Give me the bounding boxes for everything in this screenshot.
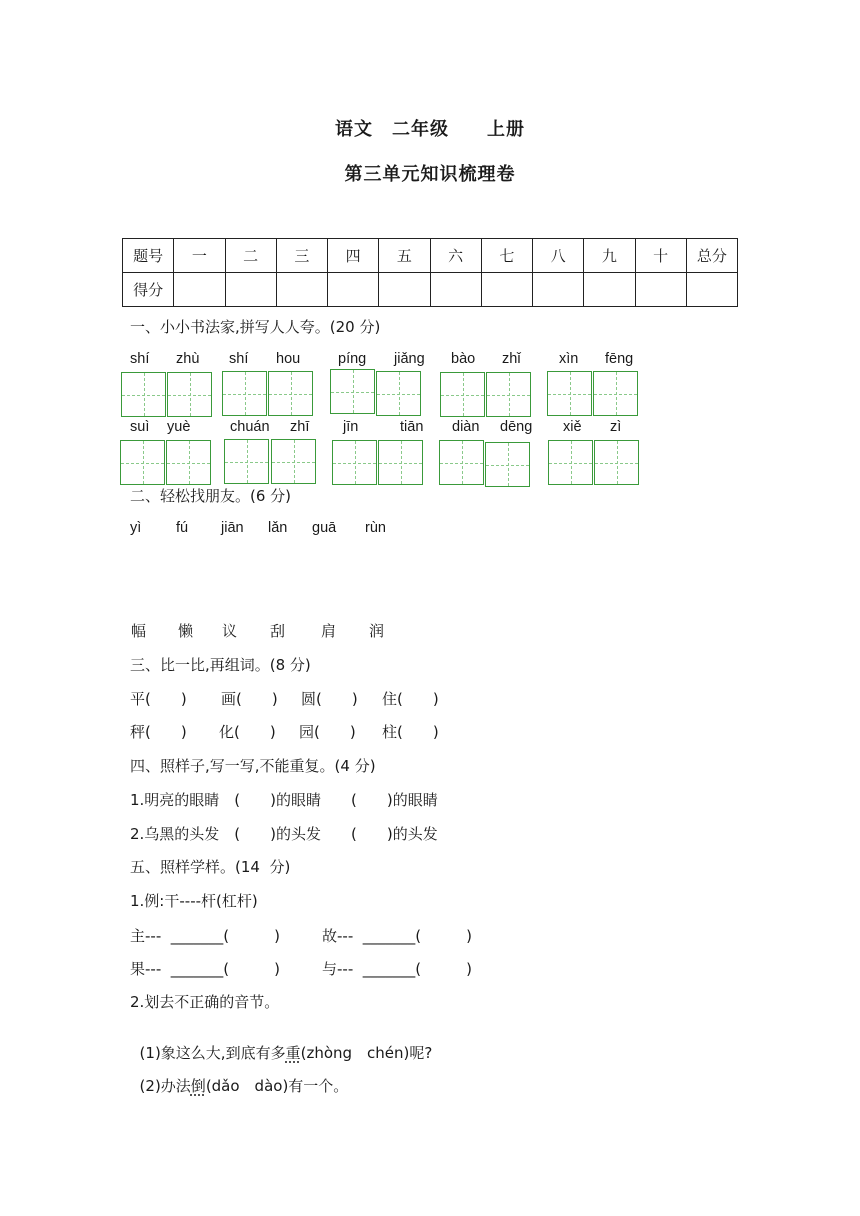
writing-grid[interactable]: [548, 440, 593, 485]
pinyin-label: xìn: [559, 351, 579, 367]
compare-item[interactable]: 圆( ): [301, 690, 358, 708]
pinyin-label: zhù: [176, 351, 200, 367]
writing-grid[interactable]: [268, 371, 313, 416]
score-input-cell[interactable]: [174, 273, 225, 307]
match-pinyin[interactable]: guā: [312, 520, 337, 536]
writing-grid[interactable]: [166, 440, 211, 485]
score-input-cell[interactable]: [430, 273, 481, 307]
pinyin-label: zhǐ: [502, 351, 521, 367]
score-input-cell[interactable]: [276, 273, 327, 307]
match-char[interactable]: 幅: [131, 622, 147, 640]
pinyin-label: zì: [610, 419, 622, 435]
score-input-cell[interactable]: [635, 273, 686, 307]
writing-grid[interactable]: [440, 372, 485, 417]
match-pinyin[interactable]: jiān: [221, 520, 244, 536]
score-input-cell[interactable]: [584, 273, 635, 307]
match-pinyin[interactable]: yì: [130, 520, 142, 536]
question-options[interactable]: (dǎo dào)有一个。: [205, 1077, 349, 1095]
pinyin-label: xiě: [563, 419, 582, 435]
score-input-cell[interactable]: [225, 273, 276, 307]
question-text: (2)办法: [139, 1077, 191, 1095]
writing-grid[interactable]: [378, 440, 423, 485]
writing-grid[interactable]: [120, 440, 165, 485]
score-input-cell[interactable]: [328, 273, 379, 307]
writing-grid[interactable]: [593, 371, 638, 416]
score-cell: 八: [533, 239, 584, 273]
writing-grid[interactable]: [376, 371, 421, 416]
score-cell: 一: [174, 239, 225, 273]
pinyin-label: suì: [130, 419, 150, 435]
score-input-cell[interactable]: [481, 273, 532, 307]
compare-item[interactable]: 画( ): [221, 690, 278, 708]
section1-heading: 一、小小书法家,拼写人人夸。(20 分): [130, 318, 381, 336]
imitate-line[interactable]: 2.乌黑的头发 ( )的头发 ( )的头发: [130, 825, 438, 843]
pinyin-label: zhī: [290, 419, 310, 435]
match-char[interactable]: 懒: [178, 622, 194, 640]
fill-item[interactable]: 果--- _______( ): [130, 960, 280, 978]
writing-grid[interactable]: [439, 440, 484, 485]
sub-question-2: 2.划去不正确的音节。: [130, 993, 280, 1011]
pinyin-label: jīn: [343, 419, 359, 435]
writing-grid[interactable]: [486, 372, 531, 417]
score-table: [122, 238, 738, 307]
compare-item[interactable]: 秤( ): [130, 723, 187, 741]
writing-grid[interactable]: [121, 372, 166, 417]
fill-item[interactable]: 与--- _______( ): [322, 960, 472, 978]
writing-grid[interactable]: [485, 442, 530, 487]
match-char[interactable]: 肩: [321, 622, 337, 640]
page-subtitle: 第三单元知识梳理卷: [344, 164, 516, 185]
score-cell: 五: [379, 239, 430, 273]
score-input-cell[interactable]: [379, 273, 430, 307]
score-table-score-row: [123, 273, 738, 307]
match-pinyin[interactable]: lǎn: [268, 520, 288, 536]
pinyin-label: diàn: [452, 419, 480, 435]
compare-item[interactable]: 平( ): [130, 690, 187, 708]
score-table-header-row: [123, 239, 738, 273]
score-cell: 题号: [123, 239, 174, 273]
score-input-cell[interactable]: [533, 273, 584, 307]
fill-item[interactable]: 主--- _______( ): [130, 927, 280, 945]
pronunciation-question-2[interactable]: [130, 1057, 348, 1096]
writing-grid[interactable]: [222, 371, 267, 416]
writing-grid[interactable]: [224, 439, 269, 484]
section2-heading: 二、轻松找朋友。(6 分): [130, 487, 292, 505]
compare-item[interactable]: 化( ): [219, 723, 276, 741]
dotted-char: 倒: [190, 1077, 206, 1095]
writing-grid[interactable]: [167, 372, 212, 417]
section3-heading: 三、比一比,再组词。(8 分): [130, 656, 311, 674]
question-text: (1)象这么大,到底有多: [139, 1044, 286, 1062]
score-cell: 十: [635, 239, 686, 273]
dotted-char: 重: [285, 1044, 301, 1062]
match-pinyin[interactable]: rùn: [365, 520, 386, 536]
writing-grid[interactable]: [330, 369, 375, 414]
pinyin-label: píng: [338, 351, 367, 367]
match-char[interactable]: 刮: [270, 622, 286, 640]
fill-item[interactable]: 故--- _______( ): [322, 927, 472, 945]
score-cell: 七: [481, 239, 532, 273]
score-input-cell[interactable]: [686, 273, 737, 307]
score-cell: 总分: [686, 239, 737, 273]
question-options[interactable]: (zhòng chén)呢?: [300, 1044, 433, 1062]
match-char[interactable]: 润: [369, 622, 385, 640]
pinyin-label: dēng: [500, 419, 533, 435]
writing-grid[interactable]: [547, 371, 592, 416]
writing-grid[interactable]: [594, 440, 639, 485]
score-cell: 六: [430, 239, 481, 273]
score-cell: 九: [584, 239, 635, 273]
compare-item[interactable]: 柱( ): [382, 723, 439, 741]
pinyin-label: hou: [276, 351, 301, 367]
example-line: 1.例:干----杆(杠杆): [130, 892, 258, 910]
score-cell: 四: [328, 239, 379, 273]
section5-heading: 五、照样学样。(14 分): [130, 858, 291, 876]
pinyin-label: shí: [229, 351, 249, 367]
section4-heading: 四、照样子,写一写,不能重复。(4 分): [130, 757, 376, 775]
pinyin-label: chuán: [230, 419, 270, 435]
match-pinyin[interactable]: fú: [176, 520, 189, 536]
pinyin-label: yuè: [167, 419, 191, 435]
writing-grid[interactable]: [271, 439, 316, 484]
pinyin-label: bào: [451, 351, 476, 367]
match-char[interactable]: 议: [222, 622, 238, 640]
pinyin-label: shí: [130, 351, 150, 367]
imitate-line[interactable]: 1.明亮的眼睛 ( )的眼睛 ( )的眼睛: [130, 791, 438, 809]
score-row-label: 得分: [123, 273, 174, 307]
page-title: 语文 二年级 上册: [335, 119, 525, 140]
score-cell: 三: [276, 239, 327, 273]
score-cell: 二: [225, 239, 276, 273]
writing-grid[interactable]: [332, 440, 377, 485]
pinyin-label: jiǎng: [394, 351, 425, 367]
compare-item[interactable]: 住( ): [382, 690, 439, 708]
pinyin-label: fēng: [605, 351, 634, 367]
pinyin-label: tiān: [400, 419, 424, 435]
compare-item[interactable]: 园( ): [299, 723, 356, 741]
